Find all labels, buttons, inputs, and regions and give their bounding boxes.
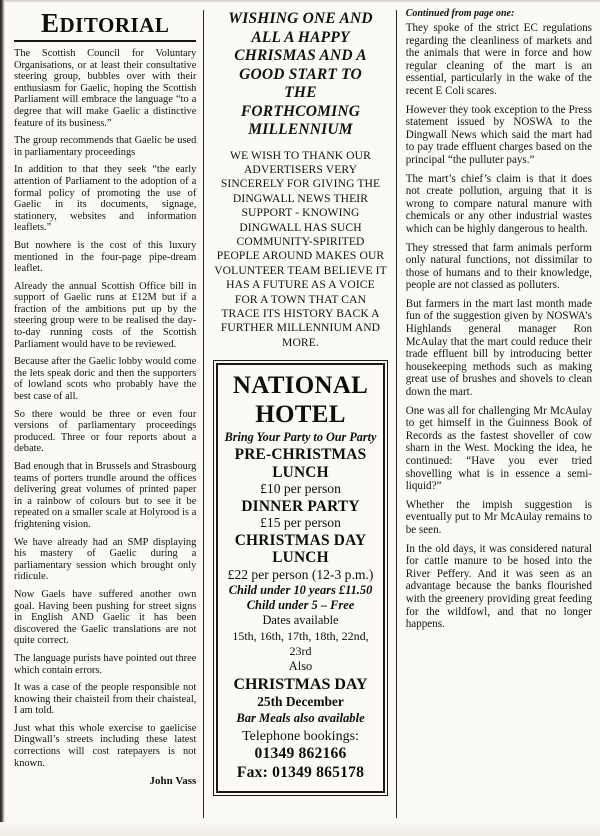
hotel-bar-meals-note: Bar Meals also available	[236, 711, 365, 726]
news-paragraph: They spoke of the strict EC regulations regarding the cleanliness of markets and the animals that were in force and how regular cleaning of the mart is an essential, particularly in the wake of the recent E Coli scares.	[405, 22, 592, 97]
news-paragraph: However they took exception to the Press statement issued by NOSWA to the Dingwall News which said the mart had to pay trade effluent charges based on the principal “the pulluter pays.”	[405, 103, 592, 166]
hotel-meal3-price: £22 per person (12-3 p.m.)	[227, 566, 374, 582]
editorial-paragraph: In addition to that they seek “the early attention of Parliament to the adoption of a formal policy of promoting the use of Gaelic in its documents, signage, stationery, websites and information leaflets.”	[14, 164, 197, 234]
greeting-body-line: HAS A FUTURE AS A VOICE	[226, 278, 375, 292]
editorial-paragraph: Already the annual Scottish Office bill in support of Gaelic runs at £12M but if a fraction of the ambitions put up by the steering group were to be realised the day-to-day running costs of the Scottish Parliament would have to be reviewed.	[14, 280, 197, 350]
news-story-column	[397, 8, 592, 637]
national-hotel-advert-inner	[216, 363, 384, 793]
editorial-paragraph: The language purists have pointed out three which contain errors.	[14, 652, 197, 676]
greeting-body-line: TRACE ITS HISTORY BACK A	[221, 306, 380, 320]
news-paragraph: They stressed that farm animals perform only natural functions, not dissimilar to those of humans and to their knowledge, people are not classed as polluters.	[405, 241, 592, 292]
greeting-body-line: VOLUNTEER TEAM BELIEVE IT	[214, 263, 387, 277]
hotel-name-line2: HOTEL	[255, 401, 346, 429]
greeting-body-line: FOR A TOWN THAT CAN	[234, 292, 367, 306]
hotel-meal2: DINNER PARTY	[241, 497, 360, 515]
advert-column	[204, 8, 395, 796]
news-paragraph: Whether the impish suggestion is eventually put to Mr McAulay remains to be seen.	[405, 498, 592, 536]
greeting-headline-line: WISHING ONE AND	[228, 10, 373, 27]
scan-edge-top	[0, 0, 600, 3]
hotel-fax-number[interactable]: Fax: 01349 865178	[236, 763, 365, 781]
editorial-column	[14, 8, 203, 787]
hotel-meal1-price: £10 per person	[260, 481, 341, 497]
greeting-body-line: ADVERTISERS VERY	[243, 162, 358, 176]
editorial-paragraph: Now Gaels have suffered another own goal. Having been pushing for street signs in English AND Gaelic it has been discovered the Gaelic translations are not quite correct.	[14, 588, 197, 647]
news-paragraph: In the old days, it was considered natural for cattle manure to be hosed into the River Peffery. And it was seen as an advantage because the banks flourished with the greenery providing great feeding for the wildfowl, and that no longer happens.	[405, 542, 592, 631]
greeting-body-line: COMMUNITY-SPIRITED	[236, 234, 365, 248]
greeting-headline-line: GOOD START TO	[239, 65, 362, 83]
editorial-paragraph: So there would be three or even four versions of parliamentary proceedings produced. Three or four reports about a debate.	[14, 408, 197, 455]
greeting-body-line: SUPPORT - KNOWING	[241, 206, 360, 220]
greeting-body-line: DINGWALL NEWS THEIR	[232, 191, 369, 205]
greeting-headline-line: ALL A HAPPY	[251, 28, 350, 46]
greeting-headline-line: CHRISMAS AND A	[234, 47, 367, 64]
hotel-dates-list: 15th, 16th, 17th, 18th, 22nd, 23rd	[232, 628, 369, 658]
hotel-meal3-line2: LUNCH	[272, 549, 329, 567]
greeting-body-line: MORE.	[282, 335, 319, 349]
greeting-body-line: PEOPLE AROUND MAKES OUR	[216, 249, 385, 263]
editorial-paragraph: But nowhere is the cost of this luxury mentioned in the four-page pipe-dream leaflet.	[14, 239, 197, 275]
greeting-body-line: FURTHER MILLENNIUM AND	[220, 321, 381, 335]
christmas-greeting-ad	[213, 10, 387, 350]
editorial-paragraph: The group recommends that Gaelic be used in parliamentary proceedings	[14, 135, 197, 158]
hotel-telephone-number[interactable]: 01349 862166	[254, 745, 347, 763]
hotel-name-line1: NATIONAL	[232, 372, 369, 400]
hotel-christmas-day-date: 25th December	[257, 694, 344, 710]
editorial-heading	[14, 10, 196, 37]
hotel-child-under-10-price: Child under 10 years £11.50	[228, 583, 373, 598]
editorial-paragraph: Just what this whole exercise to gaelicise Dingwall’s streets including these latest corrections will cost ratepayers is not known.	[14, 722, 197, 769]
editorial-paragraph: Because after the Gaelic lobby would come the lets speak doric and then the supporters of lowland scots who probably have the best case of all.	[14, 356, 197, 403]
news-paragraph: But farmers in the mart last month made fun of the suggestion given by NOSWA’s Highlands general manager Ron McAulay that the mart could reduce their trade effluent bill by introducing better housekeeping methods such as making great use of brushes and shovels to clean down the mart.	[405, 297, 592, 399]
hotel-telephone-label: Telephone bookings:	[242, 729, 359, 745]
hotel-meal1-line1: PRE-CHRISTMAS	[234, 446, 367, 464]
hotel-tagline: Bring Your Party to Our Party	[224, 430, 377, 445]
greeting-body-line: SINCERELY FOR GIVING THE	[220, 177, 381, 191]
editorial-paragraph: The Scottish Council for Voluntary Organisations, or at least their consultative steering group, bubbles over with their enthusiasm for Gaelic, hoping the Scottish Parliament will embrace the language “to a degree that will make Gaelic a distinctive feature of its business.”	[14, 48, 197, 129]
hotel-christmas-day-heading: CHRISTMAS DAY	[233, 676, 368, 694]
hotel-meal2-price: £15 per person	[260, 515, 341, 531]
news-story-body	[406, 22, 592, 631]
editorial-paragraph: We have already had an SMP displaying his mastery of Gaelic during a parliamentary session which brought only ridicule.	[14, 536, 197, 583]
hotel-meal3-line1: CHRISTMAS DAY	[234, 531, 367, 549]
hotel-meal1-line2: LUNCH	[272, 463, 329, 481]
editorial-paragraph: It was a case of the people responsible not knowing their chaisteil from their chaisteal, I am told.	[14, 682, 197, 717]
greeting-headline-line: MILLENNIUM	[248, 121, 353, 138]
editorial-heading-rest: DITORIAL	[59, 13, 170, 37]
greeting-body-line: WE WISH TO THANK OUR	[230, 148, 371, 162]
continued-from-label: Continued from page one:	[405, 8, 515, 19]
greeting-body	[213, 149, 387, 351]
hotel-dates-label: Dates available	[262, 613, 339, 628]
editorial-body	[14, 48, 196, 769]
news-paragraph: One was all for challenging Mr McAulay to get himself in the Guinness Book of Records as the fastest shoveller of cow sharn in the West. Mocking the idea, he continued: “Have you ever tried shovelling what is in essence a semi-liquid?”	[405, 404, 592, 493]
editorial-heading-initial: E	[41, 8, 60, 38]
editorial-paragraph: Bad enough that in Brussels and Strasbourg teams of porters trundle around the offices delivering great volumes of printed paper in a rainbow of colours but to see it be repeated on a smaller scale at Holyrood is a frightening vision.	[14, 461, 197, 530]
editorial-byline: John Vass	[149, 775, 197, 788]
column-layout	[14, 8, 592, 828]
scan-edge-left	[0, 0, 5, 836]
greeting-headline-line: FORTHCOMING	[240, 102, 361, 120]
hotel-child-under-5-price: Child under 5 – Free	[246, 598, 355, 613]
hotel-also-label: Also	[288, 658, 313, 673]
greeting-body-line: DINGWALL HAS SUCH	[239, 220, 362, 234]
greeting-headline-line: THE	[284, 84, 317, 101]
greeting-headline	[213, 10, 387, 140]
news-paragraph: The mart’s chief’s claim is that it does not create pollution, arguing that it is wrong to compare natural manure with chemicals or any other industrial wastes which can be highly dangerous to health.	[405, 172, 592, 235]
editorial-heading-rule	[14, 40, 196, 42]
national-hotel-advert	[213, 360, 387, 796]
